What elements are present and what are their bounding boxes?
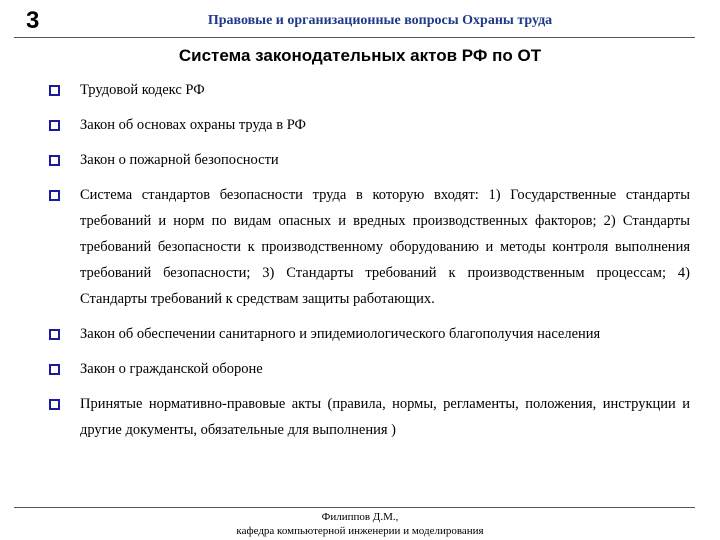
list-item: [48, 147, 690, 173]
footer-author: Филиппов Д.М.,: [321, 511, 399, 523]
slide-title: Система законодательных актов РФ по ОТ: [178, 46, 542, 65]
slide-number: 3: [26, 7, 40, 34]
square-bullet-icon: [49, 120, 60, 131]
list-item-text: Принятые нормативно-правовые акты (правила, нормы, регламенты, положения, инструкции и другие документы, обязательные для выполнения ): [80, 396, 690, 438]
list-item-text: Трудовой кодекс РФ: [80, 82, 205, 98]
list-item: [48, 391, 690, 443]
list-item: [48, 77, 690, 103]
list-item: [48, 321, 690, 347]
list-item: [48, 356, 690, 382]
footer-department: кафедра компьютерной инженерии и моделирования: [236, 525, 484, 537]
footer-divider: [14, 507, 695, 508]
square-bullet-icon: [49, 364, 60, 375]
list-item-text: Закон об обеспечении санитарного и эпидемиологического благополучия населения: [80, 326, 601, 342]
square-bullet-icon: [49, 155, 60, 166]
square-bullet-icon: [49, 190, 60, 201]
header-divider: [14, 37, 695, 38]
list-item-text: Закон об основах охраны труда в РФ: [80, 117, 306, 133]
bullet-list: [48, 77, 690, 452]
square-bullet-icon: [49, 329, 60, 340]
square-bullet-icon: [49, 85, 60, 96]
header-title: Правовые и организационные вопросы Охраны труда: [207, 13, 553, 28]
list-item-text: Закон о пожарной безопосности: [80, 152, 279, 168]
list-item-text: Система стандартов безопасности труда в которую входят: 1) Государственные стандарты требований и норм по видам опасных и вредных производственных факторов; 2) Стандарты требований безопасности к производственному оборудованию и методы контроля выполнения требований безопасности; 3) Стандарты требований к производственным процессам; 4) Стандарты требований к средствам защиты работающих.: [80, 187, 690, 307]
list-item-text: Закон о гражданской обороне: [80, 361, 263, 377]
list-item: [48, 112, 690, 138]
list-item: [48, 182, 690, 312]
square-bullet-icon: [49, 399, 60, 410]
